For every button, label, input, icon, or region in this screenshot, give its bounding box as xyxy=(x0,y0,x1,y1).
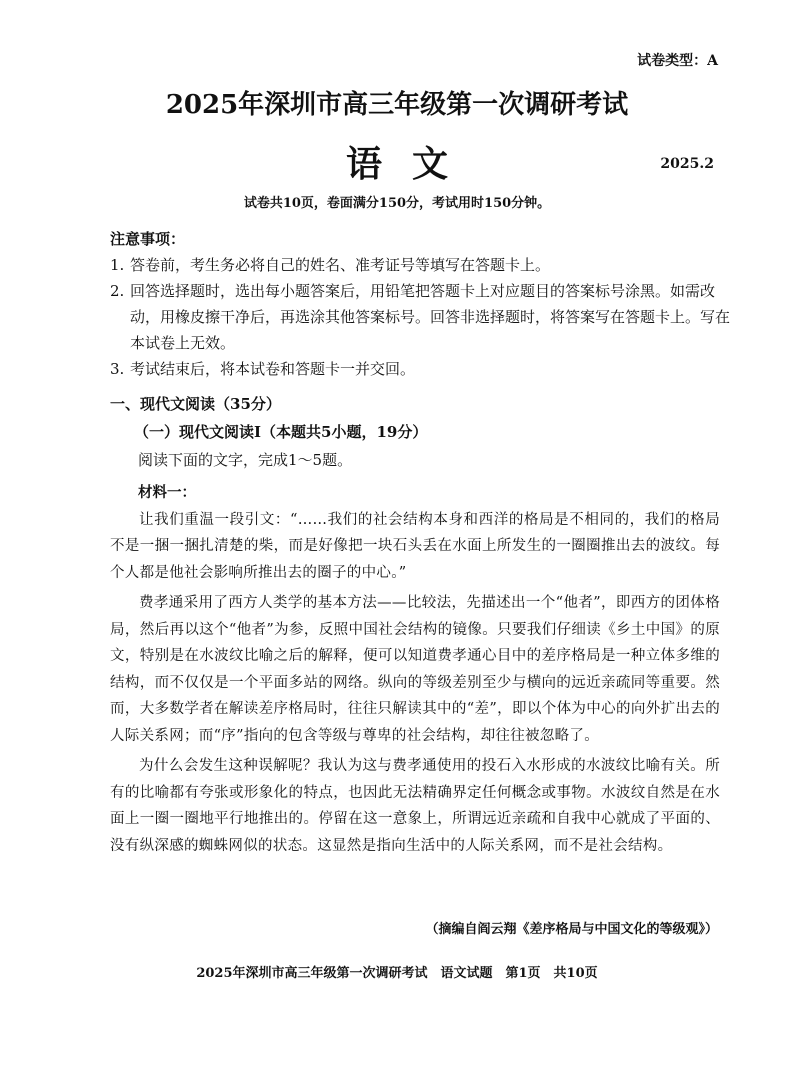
exam-info: 试卷共10页，卷面满分150分，考试用时150分钟。 xyxy=(243,196,551,211)
material-paragraph: 让我们重温一段引文：“……我们的社会结构本身和西洋的格局是不相同的，我们的格局不是一捆一捆扎清楚的柴，而是好像把一块石头丢在水面上所发生的一圈圈推出去的波纹。每个人都是他社会影响所推出去的圈子的中心。” xyxy=(110,511,720,581)
notice-item-text: 回答选择题时，选出每小题答案后，用铅笔把答题卡上对应题目的答案标号涂黑。如需改动，用橡皮擦干净后，再选涂其他答案标号。回答非选择题时，将答案写在答题卡上。写在本试卷上无效。 xyxy=(130,282,731,352)
notice-item-number: 2. xyxy=(110,282,125,300)
subsection-title: （一）现代文阅读Ⅰ（本题共5小题，19分） xyxy=(134,423,428,441)
exam-title: 2025年深圳市高三年级第一次调研考试 xyxy=(165,90,629,120)
material-paragraph: 费孝通采用了西方人类学的基本方法——比较法，先描述出一个“他者”，即西方的团体格局，然后再以这个“他者”为参，反照中国社会结构的镜像。只要我们仔细读《乡土中国》的原文，特别是在水波纹比喻之后的解释，便可以知道费孝通心目中的差序格局是一种立体多维的结构，而不仅仅是一个平面多站的网络。纵向的等级差别至少与横向的远近亲疏同等重要。然而，大多数学者在解读差序格局时，往往只解读其中的“差”，即以个体为中心的向外扩出去的人际关系网；而“序”指向的包含等级与尊卑的社会结构，却往往被忽略了。 xyxy=(110,595,720,744)
exam-date: 2025.2 xyxy=(660,156,714,172)
notice-item-number: 1. xyxy=(110,256,125,274)
exam-type-label: 试卷类型：A xyxy=(637,53,718,69)
notice-item-text: 考试结束后，将本试卷和答题卡一并交回。 xyxy=(130,360,416,378)
material-paragraph: 为什么会发生这种误解呢？我认为这与费孝通使用的投石入水形成的水波纹比喻有关。所有的比喻都有夸张或形象化的特点，也因此无法精确界定任何概念或事物。水波纹自然是在水面上一圈一圈地平行地推出的。停留在这一意象上，所谓远近亲疏和自我中心就成了平面的、没有纵深感的蜘蛛网似的状态。这显然是指向生活中的人际关系网，而不是社会结构。 xyxy=(110,758,720,854)
section-instruction: 阅读下面的文字，完成1～5题。 xyxy=(138,451,353,469)
notice-item xyxy=(110,278,730,356)
notice-item-text: 答卷前，考生务必将自己的姓名、准考证号等填写在答题卡上。 xyxy=(130,256,551,274)
section-title: 一、现代文阅读（35分） xyxy=(110,395,281,413)
section-block xyxy=(110,390,730,474)
material-label: 材料一： xyxy=(138,484,196,501)
subject-title: 语文 xyxy=(345,143,478,185)
notice-block xyxy=(110,226,730,382)
notice-item-number: 3. xyxy=(110,360,125,378)
material-block xyxy=(110,480,720,863)
material-source: （摘编自阎云翔《差序格局与中国文化的等级观》） xyxy=(425,922,718,937)
subject-row xyxy=(0,136,794,186)
page-footer: 2025年深圳市高三年级第一次调研考试 语文试题 第1页 共10页 xyxy=(196,966,598,981)
notice-item xyxy=(110,356,730,382)
notice-item xyxy=(110,252,730,278)
notice-title: 注意事项： xyxy=(110,230,186,248)
